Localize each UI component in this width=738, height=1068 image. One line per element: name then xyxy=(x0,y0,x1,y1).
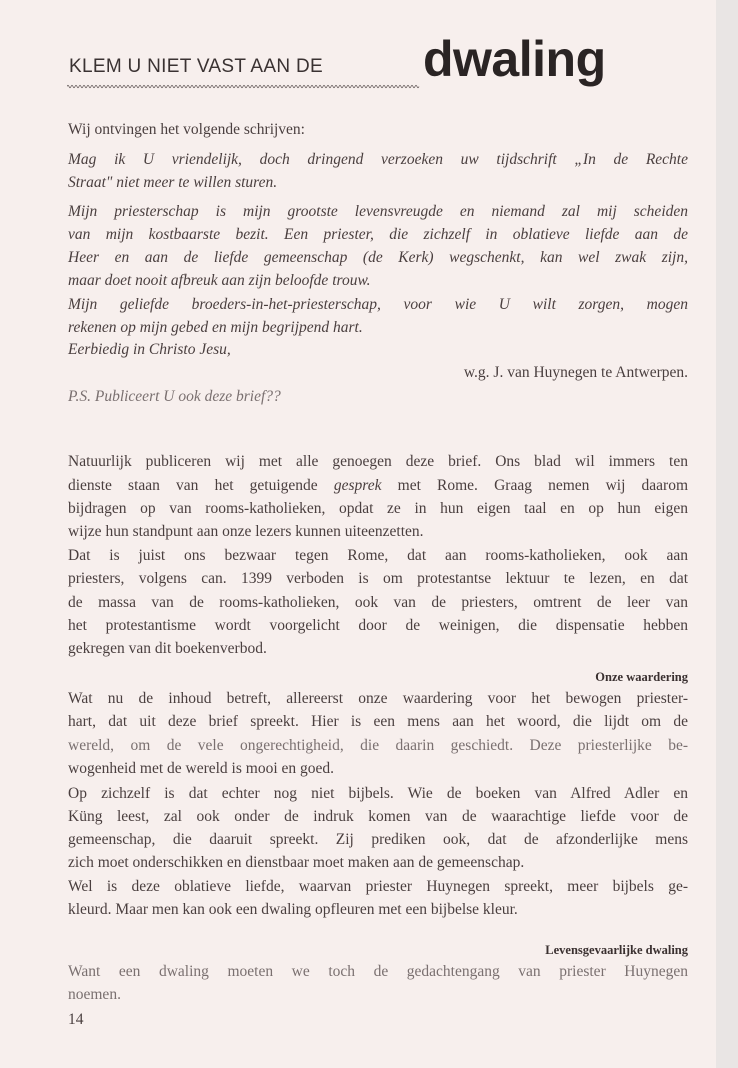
page-title: dwaling xyxy=(423,31,606,87)
body-line: wereld, om de vele ongerechtigheid, die daarin geschiedt. Deze priesterlijke be- xyxy=(68,737,688,754)
body-line: hart, dat uit deze brief spreekt. Hier is een mens aan het woord, die lijdt om de xyxy=(68,713,688,730)
body-line: zich moet onderschikken en dienstbaar moet maken aan de gemeenschap. xyxy=(68,854,525,871)
body-text: dienste staan van het getuigende xyxy=(68,477,318,494)
body-line xyxy=(68,476,688,496)
letter-line: van mijn kostbaarste bezit. Een priester, die zichzelf in oblatieve liefde aan de xyxy=(68,226,688,243)
page-number: 14 xyxy=(68,1011,84,1028)
body-line: de massa van de rooms-katholieken, ook van de priesters, omtrent de leer van xyxy=(68,594,688,611)
body-line: bijdragen op van rooms-katholieken, opdat ze in hun eigen taal en op hun eigen xyxy=(68,500,688,517)
body-line: Wel is deze oblatieve liefde, waarvan priester Huynegen spreekt, meer bijbels ge- xyxy=(68,878,688,895)
body-line: Natuurlijk publiceren wij met alle genoegen deze brief. Ons blad wil immers ten xyxy=(68,453,688,470)
page-edge xyxy=(716,0,738,1068)
letter-line: Mijn geliefde broeders-in-het-priesterschap, voor wie U wilt zorgen, mogen xyxy=(68,296,688,313)
body-line: Küng leest, zal ook onder de indruk komen van de waarachtige liefde voor de xyxy=(68,808,688,825)
letter-signature: w.g. J. van Huynegen te Antwerpen. xyxy=(463,364,688,381)
body-text: met Rome. Graag nemen wij daarom xyxy=(397,477,689,494)
intro-text: Wij ontvingen het volgende schrijven: xyxy=(68,121,305,138)
body-line: Dat is juist ons bezwaar tegen Rome, dat aan rooms-katholieken, ook aan xyxy=(68,547,688,564)
body-line: gekregen van dit boekenverbod. xyxy=(68,640,267,657)
letter-line: Eerbiedig in Christo Jesu, xyxy=(68,341,231,358)
body-line: gemeenschap, die daaruit spreekt. Zij prediken ook, dat de afzonderlijke mens xyxy=(68,831,688,848)
letter-line: Mijn priesterschap is mijn grootste levensvreugde en niemand zal mij scheiden xyxy=(68,203,688,220)
wavy-underline xyxy=(67,84,420,89)
body-line: kleurd. Maar men kan ook een dwaling opfleuren met een bijbelse kleur. xyxy=(68,901,518,918)
body-line: wogenheid met de wereld is mooi en goed. xyxy=(68,760,335,777)
body-line: Want een dwaling moeten we toch de gedachtengang van priester Huynegen xyxy=(68,963,688,980)
section-heading: Levensgevaarlijke dwaling xyxy=(545,943,688,957)
title-prefix: KLEM U NIET VAST AAN DE xyxy=(69,56,323,77)
body-line: Op zichzelf is dat echter nog niet bijbels. Wie de boeken van Alfred Adler en xyxy=(68,785,688,802)
body-line: Wat nu de inhoud betreft, allereerst onze waardering voor het bewogen priester- xyxy=(68,690,688,707)
letter-postscript: P.S. Publiceert U ook deze brief?? xyxy=(68,388,281,405)
letter-line: maar doet nooit afbreuk aan zijn beloofde trouw. xyxy=(68,272,371,289)
letter-line: Heer en aan de liefde gemeenschap (de Kerk) wegschenkt, kan wel zwak zijn, xyxy=(68,249,688,266)
body-emphasis: gesprek xyxy=(333,477,382,494)
letter-line: Mag ik U vriendelijk, doch dringend verzoeken uw tijdschrift „In de Rechte xyxy=(68,151,688,168)
letter-line: rekenen op mijn gebed en mijn begrijpend hart. xyxy=(68,319,363,336)
body-line: priesters, volgens can. 1399 verboden is om protestantse lektuur te lezen, en dat xyxy=(68,570,688,587)
section-heading: Onze waardering xyxy=(595,670,688,684)
body-line: het protestantisme wordt voorgelicht door de weinigen, die dispensatie hebben xyxy=(68,617,688,634)
body-line: wijze hun standpunt aan onze lezers kunnen uiteenzetten. xyxy=(68,523,424,540)
body-line: noemen. xyxy=(68,986,121,1003)
letter-line: Straat" niet meer te willen sturen. xyxy=(68,174,278,191)
